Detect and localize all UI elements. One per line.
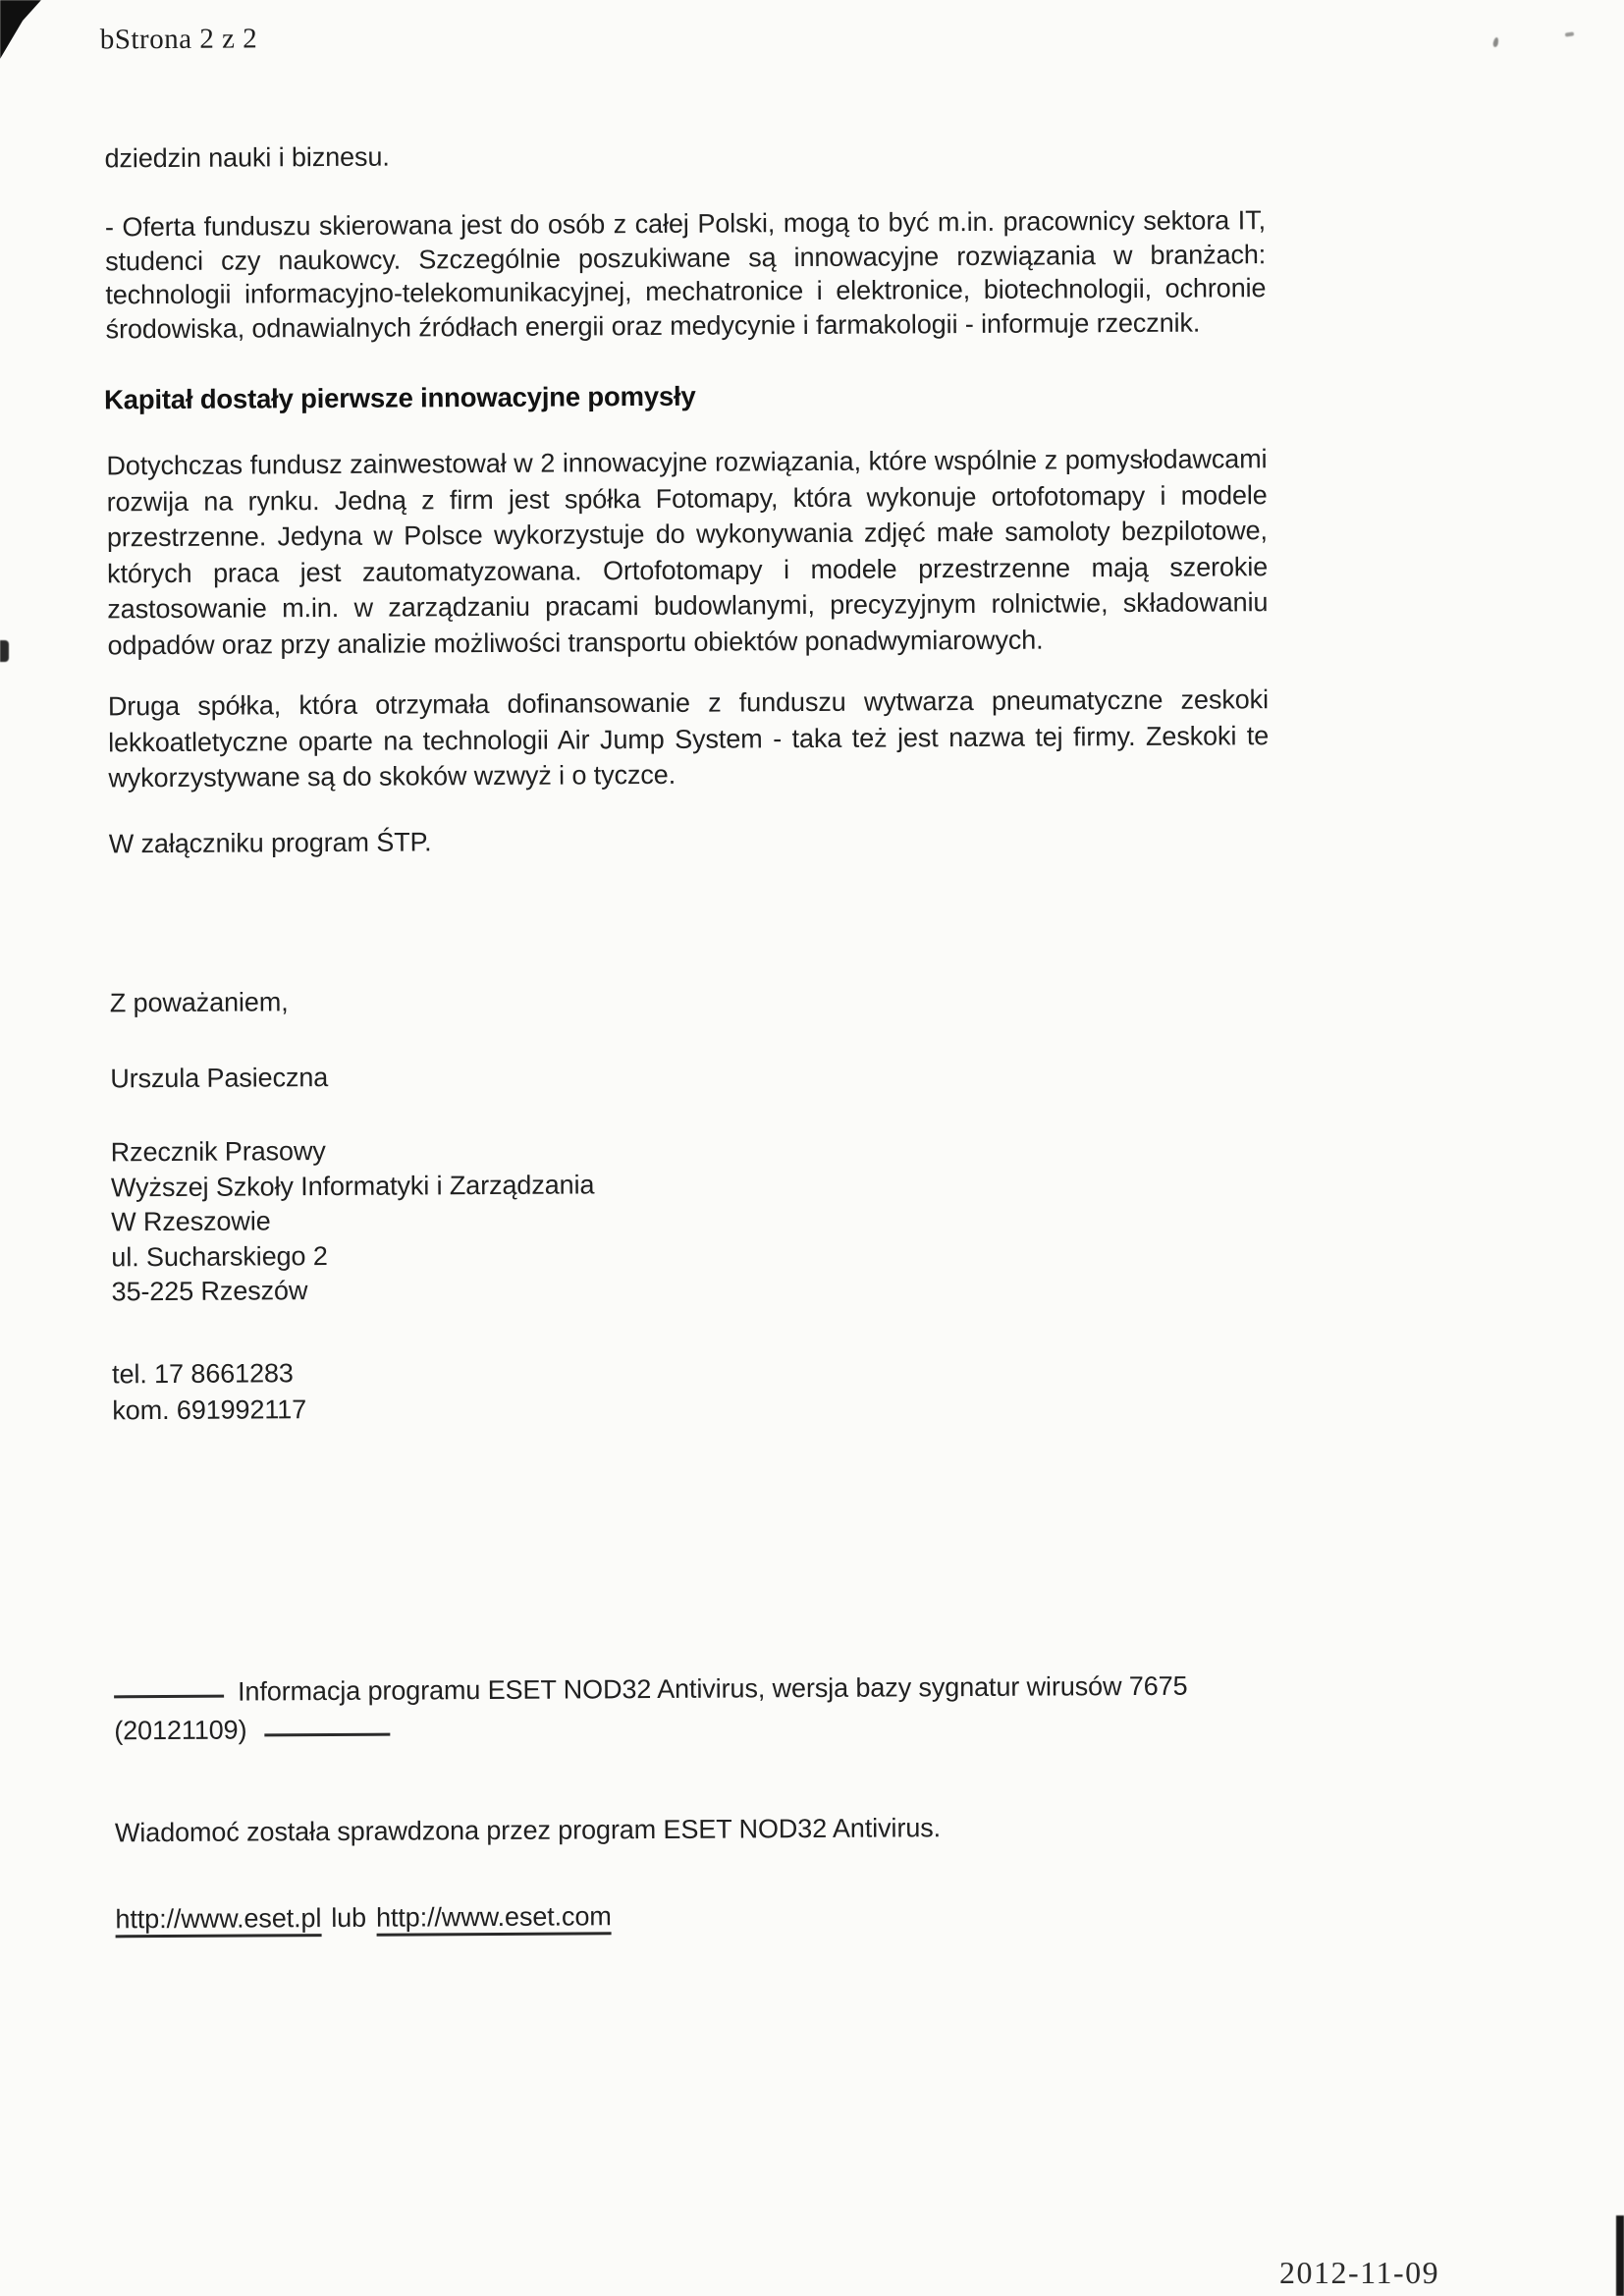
antivirus-scan-notice: Wiadomoć została sprawdzona przez program ESET NOD32 Antivirus. (114, 1813, 942, 1848)
signature-street: ul. Sucharskiego 2 (111, 1240, 328, 1272)
document-date: 2012-11-09 (1279, 2255, 1440, 2290)
page-number-label: bStrona 2 z 2 (99, 23, 258, 56)
signature-postal-code: 35-225 Rzeszów (111, 1276, 308, 1307)
eset-pl-link[interactable]: http://www.eset.pl (115, 1903, 321, 1938)
closing-salutation: Z poważaniem, (109, 987, 289, 1018)
signature-organization: Wyższej Szkoły Informatyki i Zarządzania (110, 1169, 595, 1202)
signature-block (111, 1128, 1272, 1310)
signature-city: W Rzeszowie (111, 1206, 271, 1237)
attachment-note: W załączniku program ŚTP. (108, 827, 432, 859)
antivirus-info-version: (20121109) (114, 1715, 247, 1746)
signature-name: Urszula Pasieczna (110, 1063, 329, 1094)
contact-block (112, 1349, 1272, 1429)
separator-rule (114, 1691, 224, 1699)
link-separator-text: lub (331, 1902, 367, 1934)
antivirus-info-text: Informacja programu ESET NOD32 Antivirus, wersja bazy sygnatur wirusów 7675 (237, 1670, 1188, 1707)
second-company-paragraph: Druga spółka, która otrzymała dofinansowanie z funduszu wytwarza pneumatyczne zeskoki lekkoatletyczne oparte na technologii Air Jump System - taka też jest nazwa tej firmy. Zeskoki te wykorzystywane są do skoków wzwyż i o tyczce. (107, 684, 1270, 793)
offer-paragraph: - Oferta funduszu skierowana jest do osób z całej Polski, mogą to być m.in. pracownicy sektora IT, studenci czy naukowcy. Szczególnie poszukiwane są innowacyjne rozwiązania w branżach: technologii informacyjno-telekomunikacyjnej, mechatronice i elektronice, biotechnologii, ochronie środowiska, odnawialnych źródłach energii oraz medycynie i farmakologii - informuje rzecznik. (104, 205, 1267, 344)
separator-rule (264, 1729, 390, 1737)
antivirus-info-line (114, 1667, 1274, 1750)
fund-paragraph: Dotychczas fundusz zainwestował w 2 innowacyjne rozwiązania, które wspólnie z pomysłodawcami rozwija na rynku. Jedną z firm jest spółka Fotomapy, która wykonuje ortofotomapy i modele przestrzenne. Jedyna w Polsce wykorzystuje do wykonywania zdjęć małe samoloty bezpilotowe, których praca jest zautomatyzowana. Ortofotomapy i modele przestrzenne mają szerokie zastosowanie m.in. w zarządzaniu pracami budowlanymi, precyzyjnym rolnictwie, składowaniu odpadów oraz przy analizie możliwości transportu obiektów ponadwymiarowych. (106, 444, 1269, 660)
letter-opening-fragment: dziedzin nauki i biznesu. (104, 141, 390, 174)
eset-com-link[interactable]: http://www.eset.com (376, 1901, 612, 1936)
phone-number: tel. 17 8661283 (112, 1358, 294, 1390)
mobile-number: kom. 691992117 (112, 1394, 307, 1426)
antivirus-links-line (115, 1895, 1275, 1937)
section-heading: Kapitał dostały pierwsze innowacyjne pomysły (103, 380, 696, 415)
signature-title: Rzecznik Prasowy (110, 1136, 326, 1168)
